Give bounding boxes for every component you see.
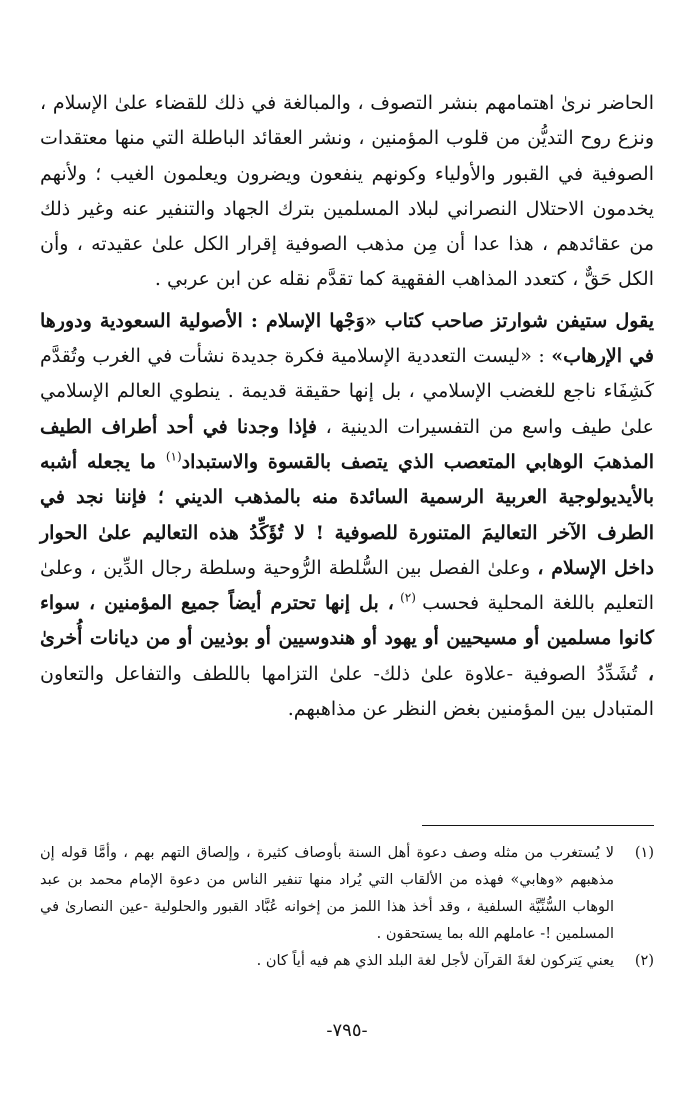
footnote-1	[40, 840, 654, 948]
quote-bold-2: ما يجعله أشبه بالأيديولوجية العربية الرسمية السائدة منه بالمذهب الديني ؛ فإننا نجد في الطرف الآخر التعاليمَ المتنورة للصوفية ! لا تُؤَكِّدُ هذه التعاليم علىٰ الحوار داخل الإسلام ،	[40, 450, 654, 579]
paragraph-1: الحاضر نرىٰ اهتمامهم بنشر التصوف ، والمبالغة في ذلك للقضاء علىٰ الإسلام ، ونزع روح التديُّن من قلوب المؤمنين ، ونشر العقائد الباطلة التي منها معتقدات الصوفية في القبور والأولياء وكونهم ينفعون ويضرون ويعلمون الغيب ؛ ولأنهم يخدمون الاحتلال النصراني لبلاد المسلمين بترك الجهاد والتنفير عنه وغير ذلك من عقائدهم ، هذا عدا أن مِن مذهب الصوفية إقرار الكل علىٰ عقيدته ، وأن الكل حَقٌّ ، كتعدد المذاهب الفقهية كما تقدَّم نقله عن ابن عربي .	[40, 92, 654, 291]
quote-text-3: تُشَدِّدُ الصوفية -علاوة علىٰ ذلك- علىٰ التزامها باللطف والتفاعل والتعاون المتبادل بين المؤمنين بغض النظر عن مذاهبهم.	[40, 662, 654, 721]
quote-intro: يقول ستيفن شوارتز صاحب كتاب «وَجْها الإسلام : الأصولية السعودية ودورها في الإرهاب»	[40, 309, 654, 368]
main-text	[40, 86, 654, 727]
footnotes	[40, 840, 654, 975]
footnote-number: (٢)	[634, 953, 654, 969]
page-number: -٧٩٥-	[326, 1020, 368, 1041]
quote-bold-3: ، بل إنها تحترم أيضاً جميع المؤمنين ، سواء كانوا مسلمين أو مسيحيين أو يهود أو هندوسيين أو بوذيين أو من ديانات أُخرىٰ ،	[40, 592, 654, 685]
footnote-text: يعني يَتركون لغةَ القرآن لأجل لغة البلد الذي هم فيه أياً كان .	[256, 953, 614, 969]
footnote-2	[40, 948, 654, 975]
footnote-separator	[422, 825, 654, 826]
footnote-number: (١)	[634, 845, 654, 861]
footnote-text: لا يُستغرب من مثله وصف دعوة أهل السنة بأوصاف كثيرة ، وإلصاق التهم بهم ، وأمَّا قوله إن مذهبهم «وهابي» فهذه من الألقاب التي يُراد منها تنفير الناس من دعوة الإمام محمد بن عبد الوهاب السُّنِّيَّة السلفية ، وقد أخذ هذا اللمز من إخوانه عُبَّاد القبور والحلولية -عين النصارىٰ في المسلمين !- عاملهم الله بما يستحقون .	[40, 845, 614, 942]
footnote-ref-1: (١)	[165, 449, 182, 464]
quote-text-2: وعلىٰ الفصل بين السُّلطة الرُّوحية وسلطة رجال الدِّين ، وعلىٰ التعليم باللغة المحلية فحسب	[40, 556, 655, 615]
paragraph-2	[40, 304, 654, 728]
quote-text-1: : «ليست التعددية الإسلامية فكرة جديدة نشأت في الغرب وتُقدَّم كَشِفَاء ناجع للغضب الإسلامي ، بل إنها حقيقة قديمة . ينطوي العالم الإسلامي علىٰ طيف واسع من التفسيرات الدينية ،	[40, 345, 654, 438]
quote-bold-1: فإذا وجدنا في أحد أطراف الطيف المذهبَ الوهابي المتعصب الذي يتصف بالقسوة والاستبداد	[40, 415, 654, 473]
footnote-ref-2: (٢)	[393, 590, 423, 605]
